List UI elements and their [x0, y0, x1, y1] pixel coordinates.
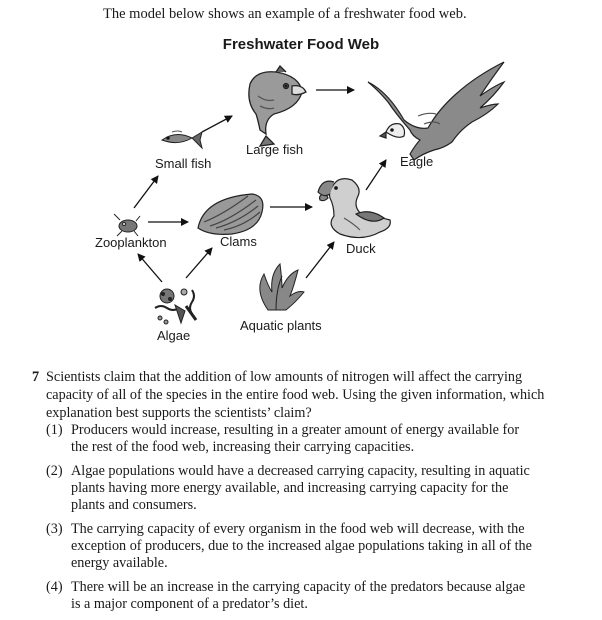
option-number: (4)	[46, 579, 63, 595]
question-number: 7	[32, 369, 40, 385]
option-number: (1)	[46, 422, 63, 438]
intro-text: The model below shows an example of a freshwater food web.	[103, 6, 467, 22]
answer-options	[46, 422, 536, 620]
zooplankton-icon	[114, 214, 140, 236]
large-fish-icon	[249, 66, 306, 146]
arrow-small-fish-to-large-fish	[202, 116, 232, 132]
option-text: Producers would increase, resulting in a greater amount of energy available for the rest of the food web, increasing their carrying capacities.	[71, 422, 520, 455]
answer-option-2[interactable]	[46, 463, 536, 514]
option-number: (3)	[46, 521, 63, 537]
arrow-aquatic-plants-to-duck	[306, 242, 334, 278]
node-label-eagle: Eagle	[400, 154, 434, 169]
aquatic-plant-icon	[260, 264, 304, 310]
arrow-zooplankton-to-small-fish	[134, 176, 158, 208]
eagle-icon	[368, 62, 504, 160]
question	[32, 368, 562, 422]
algae-icon	[155, 289, 196, 324]
answer-option-3[interactable]	[46, 521, 536, 572]
node-label-algae: Algae	[157, 328, 191, 343]
node-label-zooplankton: Zooplankton	[95, 235, 167, 250]
answer-option-4[interactable]	[46, 579, 536, 613]
option-number: (2)	[46, 463, 63, 479]
duck-icon	[318, 179, 390, 238]
node-label-clams: Clams	[220, 234, 257, 249]
option-text: There will be an increase in the carrying capacity of the predators because algae is a major component of a predator’s diet.	[71, 579, 526, 612]
question-text: Scientists claim that the addition of low amounts of nitrogen will affect the carrying capacity of all of the species in the entire food web. Using the given information, which explanation best supports the scientists’ claim?	[46, 369, 545, 421]
arrow-algae-to-zooplankton	[138, 254, 162, 282]
node-label-large-fish: Large fish	[246, 142, 304, 157]
small-fish-icon	[162, 131, 202, 148]
answer-option-1[interactable]	[46, 422, 536, 456]
diagram-title: Freshwater Food Web	[222, 36, 380, 53]
node-label-aquatic-plants: Aquatic plants	[240, 318, 322, 333]
clam-icon	[198, 194, 263, 234]
node-label-small-fish: Small fish	[155, 156, 212, 171]
arrow-algae-to-clams	[186, 248, 212, 278]
arrow-duck-to-eagle	[366, 160, 386, 190]
option-text: The carrying capacity of every organism in the food web will decrease, with the exception of producers, due to the increased algae populations taking in all of the energy available.	[71, 521, 532, 571]
node-label-duck: Duck	[346, 241, 376, 256]
option-text: Algae populations would have a decreased carrying capacity, resulting in aquatic plants having more energy available, and increasing carrying capacity for the plants and consumers.	[71, 463, 530, 513]
